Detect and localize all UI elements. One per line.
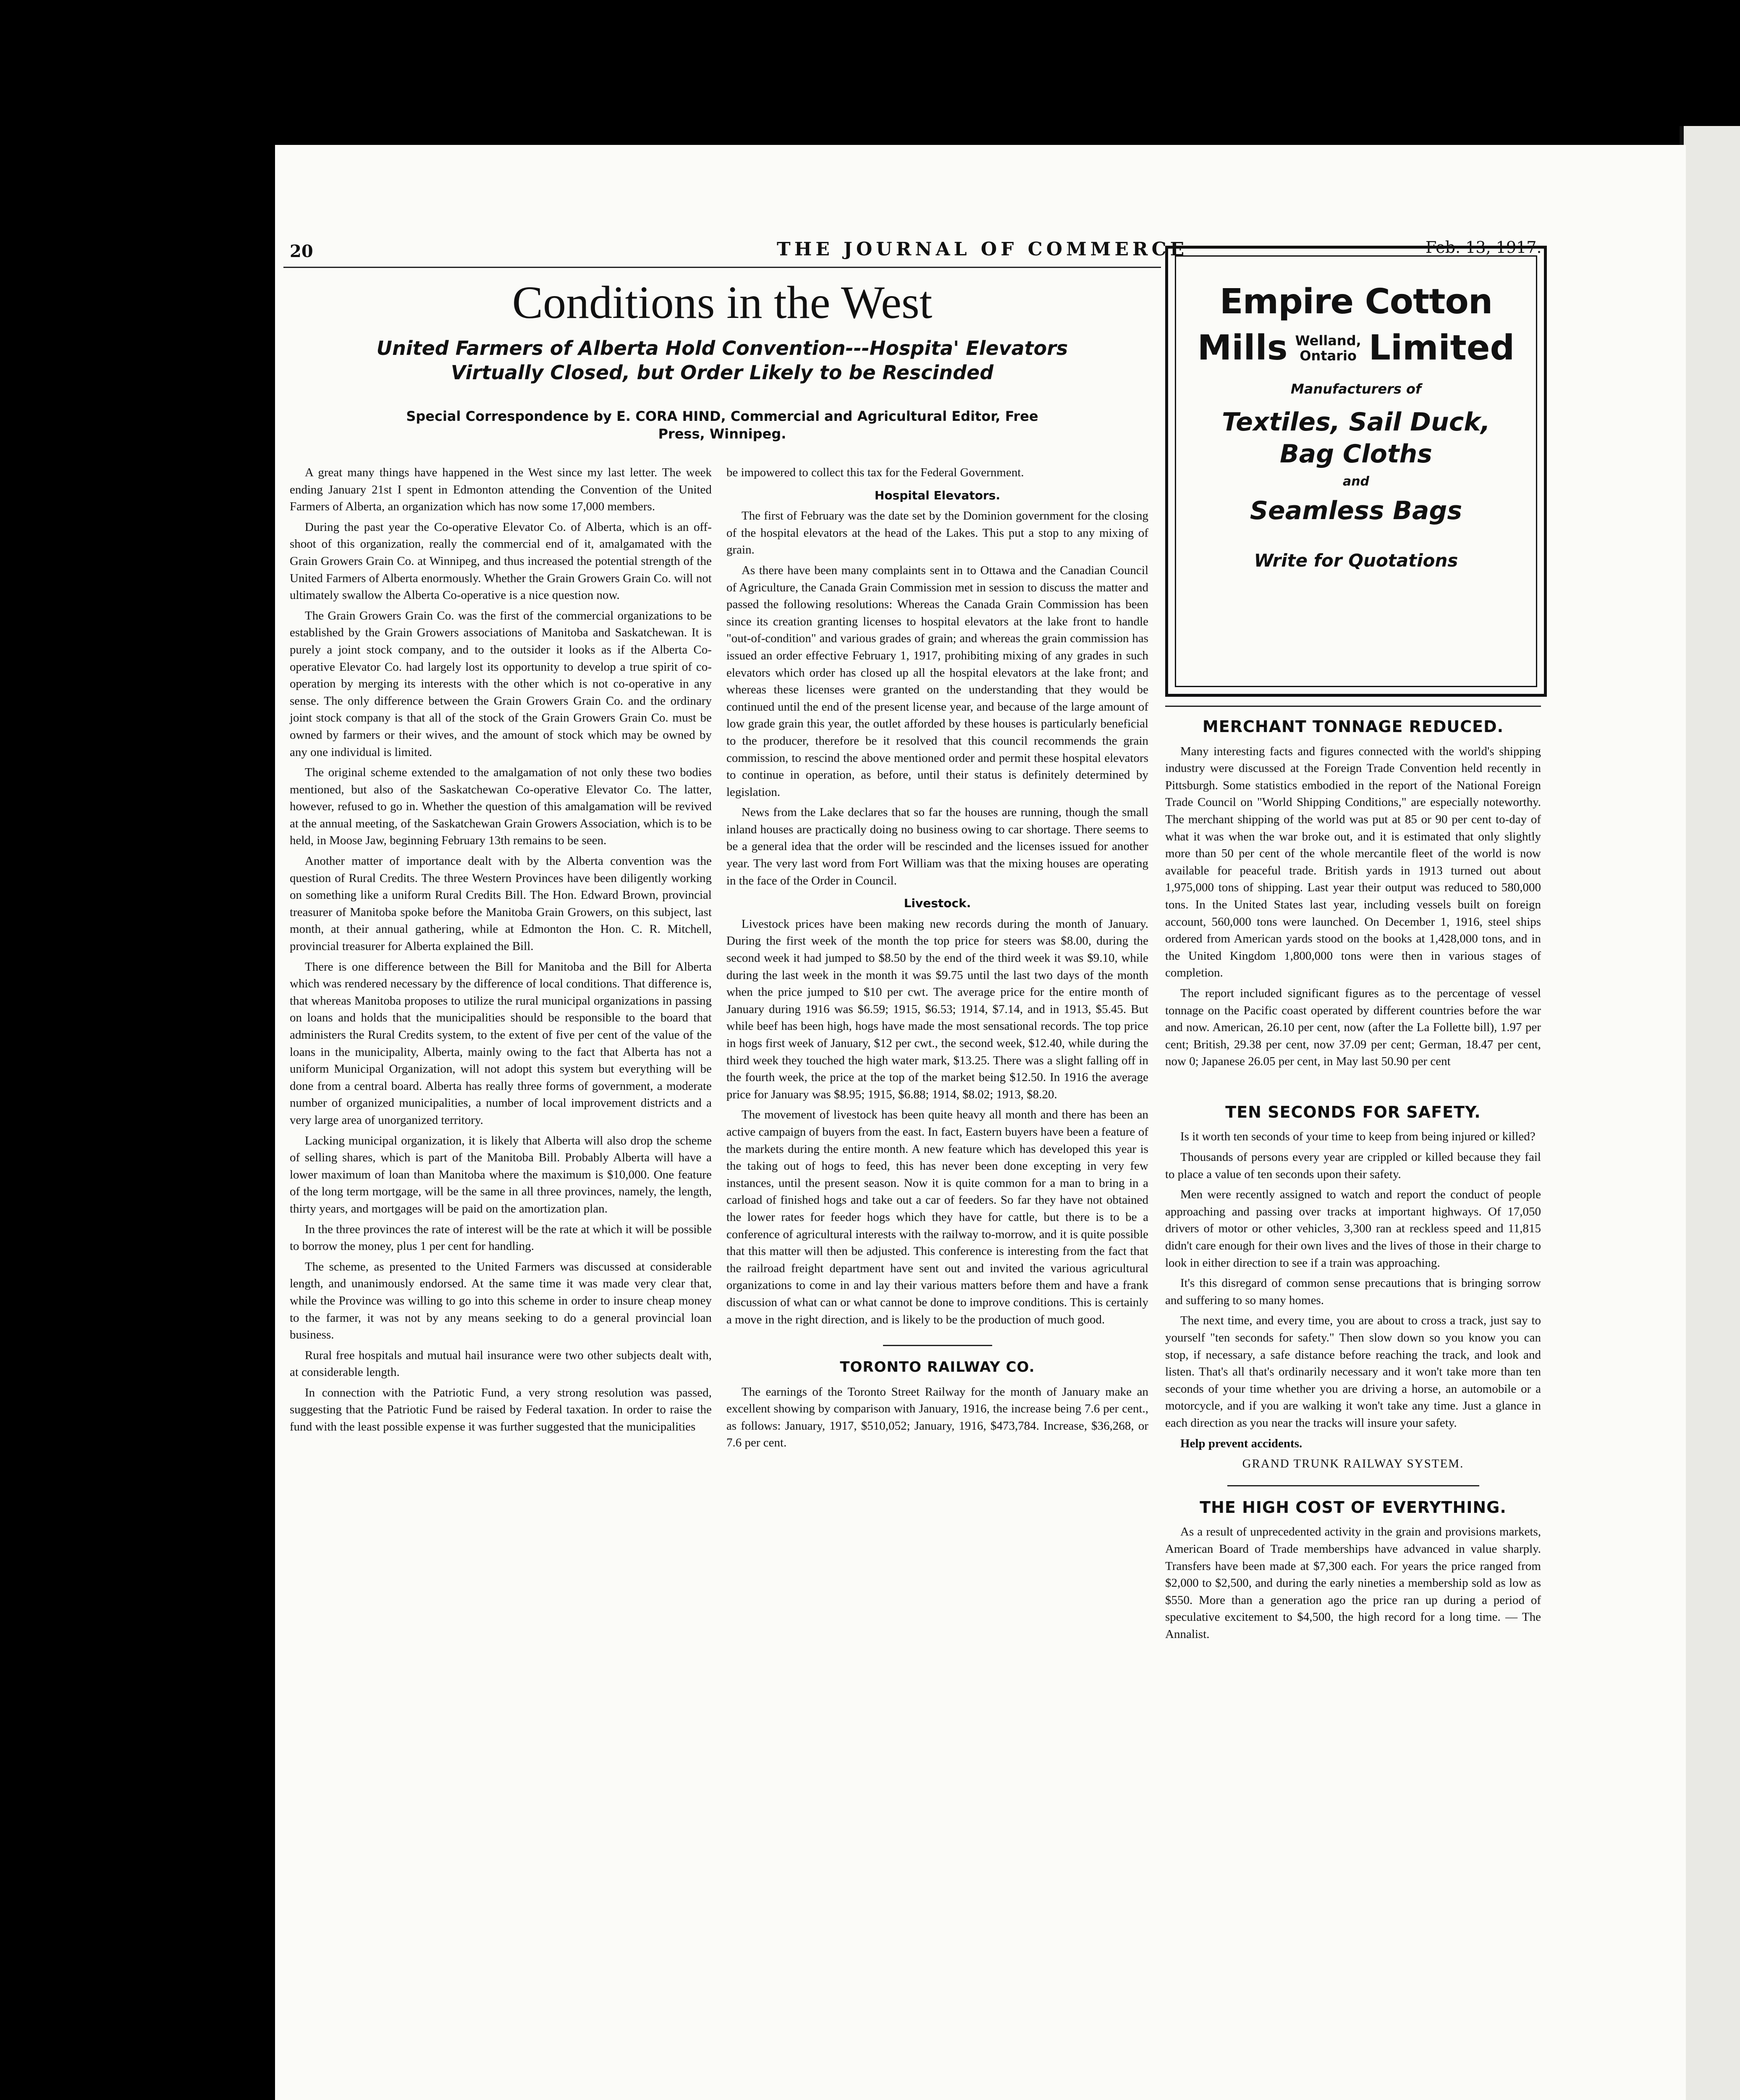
article-byline — [283, 407, 1161, 443]
paragraph: The scheme, as presented to the United Farmers was discussed at considerable length, and unanimously endorsed. At the same time it was made very clear that, while the Province was willing to go into this scheme in order to insure cheap money to the farmer, it was not by any means seeking to do a general provincial loan business. — [290, 1260, 712, 1342]
paragraph: Many interesting facts and figures connected with the world's shipping industry were discussed at the Foreign Trade Convention held recently in Pittsburgh. Some statistics embodied in the report of the National Foreign Trade Council on "World Shipping Conditions," are especially noteworthy. The merchant shipping of the world was put at 85 or 90 per cent to-day of what it was when the war broke out, and it is estimated that only slightly more than 50 per cent of the whole mercantile fleet of the world is now available for peaceful trade. British yards in 1913 turned out about 1,975,000 tons of shipping. Last year their output was reduced to 580,000 tons. In the United States last year, including vessels built on foreign account, 560,000 tons were launched. On December 1, 1916, steel ships ordered from American yards stood on the books at 1,428,000 tons, and in the United Kingdom 1,800,000 tons were then in various stages of completion. — [1165, 744, 1541, 980]
paragraph: In connection with the Patriotic Fund, a very strong resolution was passed, suggesting that the Patriotic Fund be raised by Federal taxation. In order to raise the fund with the least possible expense it was further suggested that the municipalities — [290, 1386, 712, 1434]
toronto-railway-heading: TORONTO RAILWAY CO. — [840, 1359, 1035, 1376]
article-column-1 — [290, 464, 712, 1439]
paragraph: There is one difference between the Bill for Manitoba and the Bill for Alberta which was rendered necessary by the difference of local conditions. That difference is, that whereas Manitoba proposes to utilize the rural municipal organizations in passing on loans and holds that the municipalities should be responsible to the board that administers the Rural Credits system, to the extent of five per cent of the value of the loans in the municipality, Alberta, mainly owing to the fact that Alberta has not a uniform Municipal Organization, will not adopt this system but everything will be done from a central board. Alberta has really three forms of government, a moderate number of organized municipalities, a number of local improvement districts and a very large area of unorganized territory. — [290, 960, 712, 1127]
ad-limited: Limited — [1368, 328, 1515, 368]
byline-line-2: Press, Winnipeg. — [658, 426, 786, 442]
journal-title: THE JOURNAL OF COMMERCE — [777, 239, 1188, 260]
paragraph: As there have been many complaints sent in to Ottawa and the Canadian Council of Agriculture, the Canada Grain Commission met in session to discuss the matter and passed the following resolutions: Whereas the Canada Grain Commission has been since its creation granting licenses to hospital elevators at the lake front to handle "out-of-condition" and various grades of grain; and whereas the grain commission has issued an order effective February 1, 1917, prohibiting mixing of any grades in such elevators which order has closed up all the hospital elevators at the lake front; and whereas these licenses were granted on the understanding that they would be continued until the end of the present license year, and because of the large amount of low grade grain this year, the outlet afforded by these houses is particularly beneficial to the producer, therefore be it resolved that this council recommends the grain commission, to rescind the above mentioned order and permit these hospital elevators to continue in operation, as before, until their status is definitely determined by legislation. — [726, 563, 1148, 799]
paragraph: The first of February was the date set by the Dominion government for the closing of the hospital elevators at the head of the Lakes. This put a stop to any mixing of grain. — [726, 509, 1148, 557]
paragraph: News from the Lake declares that so far the houses are running, though the small inland houses are practically doing no business owing to car shortage. There seems to be a general idea that the order will be rescinded and the licenses issued for another year. The very last word from Fort William was that the mixing houses are operating in the face of the Order in Council. — [726, 806, 1148, 887]
paragraph: During the past year the Co-operative Elevator Co. of Alberta, which is an off-shoot of this organization, really the commercial end of it, amalgamated with the Grain Growers Grain Co. at Winnipeg, and thus increased the potential strength of the United Farmers of Alberta enormously. Whether the Grain Growers Grain Co. will not ultimately swallow the Alberta Co-operative is a nice question now. — [290, 520, 712, 602]
paragraph: Lacking municipal organization, it is likely that Alberta will also drop the scheme of selling shares, which is part of the Manitoba Bill. Probably Alberta will have a lower maximum of loan than Manitoba where the maximum is $10,000. One feature of the long term mortgage, will be the same in all three provinces, namely, the length, thirty years, and mortgages will be paid on the amortization plan. — [290, 1134, 712, 1215]
paragraph: In the three provinces the rate of interest will be the rate at which it will be possible to borrow the money, plus 1 per cent for handling. — [290, 1222, 712, 1253]
paragraph: The Grain Growers Grain Co. was the first of the commercial organizations to be established by the Grain Growers associations of Manitoba and Saskatchewan. It is purely a joint stock company, and to the outsider it looks as if the Alberta Co-operative Elevator Co. had largely lost its opportunity to develop a true spirit of co-operation by merging its interests with the other which is not co-operative in any sense. The only difference between the Grain Growers Grain Co. and the ordinary joint stock company is that all of the stock of the Grain Growers Grain Co. must be owned by farmers or their wives, and the amount of stock which may be owned by any one individual is limited. — [290, 609, 712, 759]
ad-and: and — [1342, 474, 1370, 489]
high-cost-heading: THE HIGH COST OF EVERYTHING. — [1200, 1498, 1507, 1517]
signature: GRAND TRUNK RAILWAY SYSTEM. — [1242, 1457, 1464, 1471]
ad-company-line-2 — [1176, 328, 1536, 368]
ad-products-line-2: Bag Cloths — [1280, 439, 1432, 469]
byline-line-1: Special Correspondence by E. CORA HIND, Commercial and Agricultural Editor, Free — [406, 408, 1038, 424]
ad-mills: Mills — [1197, 328, 1288, 368]
ad-company-name: Empire Cotton — [1219, 282, 1493, 322]
paragraph: Is it worth ten seconds of your time to keep from being injured or killed? — [1180, 1130, 1536, 1144]
article-column-3 — [1165, 718, 1541, 1646]
article-title: Conditions in the West — [512, 277, 933, 328]
article-column-2 — [726, 464, 1148, 1455]
paragraph: The next time, and every time, you are about to cross a track, just say to yourself "ten seconds for safety." Then slow down so you know you can stop, if necessary, a safe distance before reaching the track, and look and listen. That's all that's ordinarily necessary and it won't take more than ten seconds of your time whether you are driving a horse, an automobile or a motorcycle, and if you are walking it won't take any time. Just a glance in each direction as you near the tracks will insure your safety. — [1165, 1314, 1541, 1430]
paragraph: Another matter of importance dealt with by the Alberta convention was the question of Rural Credits. The three Western Provinces have been diligently working on something like a uniform Rural Credits Bill. The Hon. Edward Brown, provincial treasurer of Manitoba spoke before the Manitoba Grain Growers, on this subject, last month, at their annual gathering, while at Edmonton the Hon. C. R. Mitchell, provincial treasurer for Alberta explained the Bill. — [290, 854, 712, 953]
paragraph: It's this disregard of common sense precautions that is bringing sorrow and suffering to so many homes. — [1165, 1276, 1541, 1307]
paragraph: The earnings of the Toronto Street Railway for the month of January make an excellent showing by comparison with January, 1916, the increase being 7.6 per cent., as follows: January, 1917, $510,052; January, 1916, $473,784. Increase, $36,268, or 7.6 per cent. — [726, 1385, 1148, 1450]
paragraph: Men were recently assigned to watch and report the conduct of people approaching and passing over tracks at important highways. Of 17,050 drivers of motor or other vehicles, 3,300 ran at reckless speed and 11,815 didn't care enough for their own lives and the lives of those in their charge to look in either direction to see if a train was approaching. — [1165, 1188, 1541, 1270]
newspaper-page — [275, 145, 1686, 2100]
subtitle-line-1: United Farmers of Alberta Hold Convention---Hospita' Elevators — [376, 337, 1068, 360]
ad-products-line-1: Textiles, Sail Duck, — [1222, 407, 1490, 437]
header-rule — [283, 267, 1161, 268]
paragraph: Livestock prices have been making new records during the month of January. During the first week of the month the top price for steers was $8.00, during the second week it had jumped to $8.50 by the end of the third week it was $9.10, while during the last week in the month it was $9.75 until the last two days of the month when the price jumped to $10 per cwt. The average price for the entire month of January during 1916 was $6.59; 1915, $6.53; 1914, $7.14, and in 1913, $5.45. But while beef has been high, hogs have made the most sensational records. The top price in hogs first week of January, $12 per cwt., the second week, $12.40, while during the third week they touched the high water mark, $13.25. There was a slight falling off in the fourth week, the price at the top of the market being $12.50. In 1916 the average price for January was $8.95; 1915, $6.88; 1914, $8.02; 1913, $8.20. — [726, 917, 1148, 1101]
merchant-tonnage-heading: MERCHANT TONNAGE REDUCED. — [1202, 717, 1504, 736]
paragraph: Thousands of persons every year are crippled or killed because they fail to place a value of ten seconds upon their safety. — [1165, 1150, 1541, 1181]
ad-place-welland: Welland, — [1295, 333, 1361, 349]
section-heading-hospital-elevators: Hospital Elevators. — [874, 488, 1001, 502]
paragraph: As a result of unprecedented activity in the grain and provisions markets, American Board of Trade memberships have advanced in value sharply. Transfers have been made at $7,300 each. For years the price ranged from $2,000 to $2,500, and during the early nineties a membership sold as low as $550. More than a generation ago the price ran up during a period of speculative excitement to $4,500, the high record for a long time. — The Annalist. — [1165, 1525, 1541, 1641]
issue-date: Feb. 13, 1917. — [1426, 238, 1542, 257]
ad-place-ontario: Ontario — [1300, 348, 1357, 364]
ad-products-line-3: Seamless Bags — [1250, 496, 1462, 525]
ad-call-to-action: Write for Quotations — [1254, 550, 1458, 571]
section-divider — [1227, 1485, 1479, 1486]
paragraph: A great many things have happened in the West since my last letter. The week ending January 21st I spent in Edmonton attending the Convention of the United Farmers of Alberta, an organization which has now some 17,000 members. — [290, 466, 712, 514]
paragraph: The original scheme extended to the amalgamation of not only these two bodies mentioned, but also of the Saskatchewan Co-operative Elevator Co. The latter, however, refused to go in. Whether the question of this amalgamation will be revived at the annual meeting, of the Saskatchewan Grain Growers Association, which is to be held, in Moose Jaw, beginning February 13th remains to be seen. — [290, 766, 712, 848]
section-divider — [883, 1345, 992, 1346]
ad-bottom-rule — [1165, 706, 1541, 707]
paragraph: be impowered to collect this tax for the Federal Government. — [726, 466, 1024, 479]
paragraph: Help prevent accidents. — [1180, 1436, 1302, 1450]
ad-manufacturers-of: Manufacturers of — [1291, 381, 1421, 397]
article-subtitle — [283, 336, 1161, 385]
paragraph: The report included significant figures as to the percentage of vessel tonnage on the Pacific coast operated by different countries before the war and now. American, 26.10 per cent, now (after the La Follette bill), 1.97 per cent; British, 29.38 per cent, now 37.09 per cent; German, 18.47 per cent, now 0; Japanese 26.05 per cent, in May last 50.90 per cent — [1165, 986, 1541, 1068]
page-number: 20 — [290, 242, 313, 261]
paragraph: Rural free hospitals and mutual hail insurance were two other subjects dealt with, at considerable length. — [290, 1348, 712, 1379]
subtitle-line-2: Virtually Closed, but Order Likely to be Rescinded — [451, 361, 994, 384]
empire-cotton-advertisement — [1165, 246, 1547, 697]
adjacent-page-edge — [1680, 126, 1740, 2100]
section-heading-livestock: Livestock. — [904, 896, 971, 911]
ten-seconds-heading: TEN SECONDS FOR SAFETY. — [1225, 1102, 1481, 1121]
paragraph: The movement of livestock has been quite heavy all month and there has been an active campaign of buyers from the east. In fact, Eastern buyers have been a feature of the markets during the entire month. A new feature which has developed this year is the taking out of hogs to feed, this has never been done excepting in very few instances, until the present season. Now it is quite common for a man to bring in a carload of finished hogs and take out a car of feeders. So far they have not obtained the lower rates for feeder hogs which they have for cattle, but there is to be a conference of agricultural interests with the railway to-morrow, and it is quite possible that this matter will then be adjusted. This conference is interesting from the fact that the railroad freight department have sent out and invited the various agricultural organizations to come in and lay their various matters before them and have a frank discussion of what can or what cannot be done to improve conditions. This is certainly a move in the right direction, and is likely to be the production of much good. — [726, 1108, 1148, 1326]
